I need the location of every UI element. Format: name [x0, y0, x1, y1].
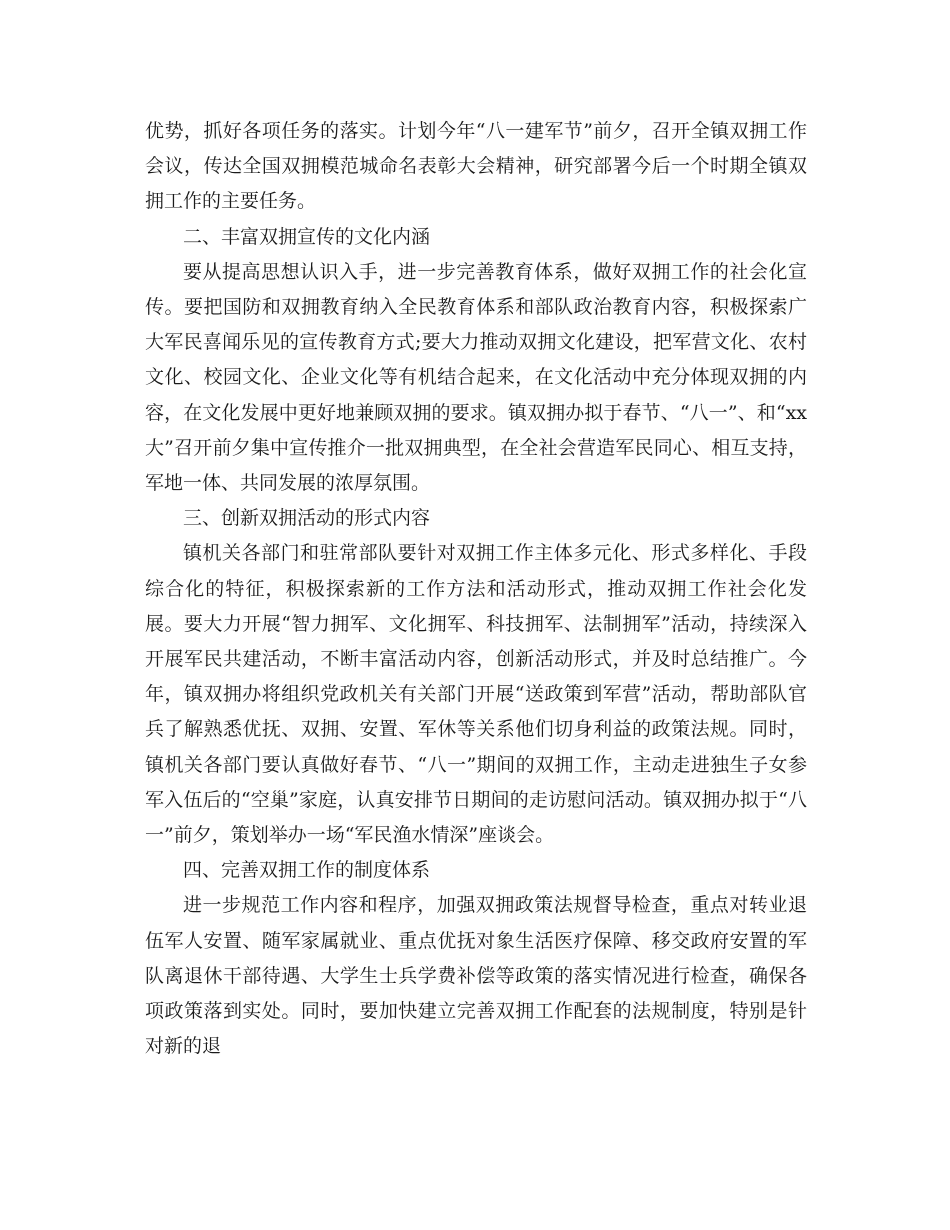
document-page — [145, 114, 807, 1064]
section-heading-2: 二、丰富双拥宣传的文化内涵 — [183, 225, 431, 248]
paragraph-continued: 优势，抓好各项任务的落实。计划今年“八一建军节”前夕，召开全镇双拥工作会议，传达全国双拥模范城命名表彰大会精神，研究部署今后一个时期全镇双拥工作的主要任务。 — [145, 120, 807, 213]
paragraph-section-4: 进一步规范工作内容和程序，加强双拥政策法规督导检查，重点对转业退伍军人安置、随军家属就业、重点优抚对象生活医疗保障、移交政府安置的军队离退休干部待遇、大学生士兵学费补偿等政策的落实情况进行检查，确保各项政策落到实处。同时，要加快建立完善双拥工作配套的法规制度，特别是针对新的退 — [145, 894, 807, 1058]
section-heading-4: 四、完善双拥工作的制度体系 — [183, 859, 431, 882]
paragraph-section-3: 镇机关各部门和驻常部队要针对双拥工作主体多元化、形式多样化、手段综合化的特征，积极探索新的工作方法和活动形式，推动双拥工作社会化发展。要大力开展“智力拥军、文化拥军、科技拥军、法制拥军”活动，持续深入开展军民共建活动，不断丰富活动内容，创新活动形式，并及时总结推广。今年，镇双拥办将组织党政机关有关部门开展“送政策到军营”活动，帮助部队官兵了解熟悉优抚、双拥、安置、军休等关系他们切身利益的政策法规。同时，镇机关各部门要认真做好春节、“八一”期间的双拥工作，主动走进独生子女参军入伍后的“空巢”家庭，认真安排节日期间的走访慰问活动。镇双拥办拟于“八一”前夕，策划举办一场“军民渔水情深”座谈会。 — [145, 542, 807, 847]
paragraph-section-2: 要从提高思想认识入手，进一步完善教育体系，做好双拥工作的社会化宣传。要把国防和双拥教育纳入全民教育体系和部队政治教育内容，积极探索广大军民喜闻乐见的宣传教育方式;要大力推动双拥文化建设，把军营文化、农村文化、校园文化、企业文化等有机结合起来，在文化活动中充分体现双拥的内容，在文化发展中更好地兼顾双拥的要求。镇双拥办拟于春节、“八一”、和“xx大”召开前夕集中宣传推介一批双拥典型，在全社会营造军民同心、相互支持，军地一体、共同发展的浓厚氛围。 — [145, 260, 807, 495]
section-heading-3: 三、创新双拥活动的形式内容 — [183, 507, 431, 530]
